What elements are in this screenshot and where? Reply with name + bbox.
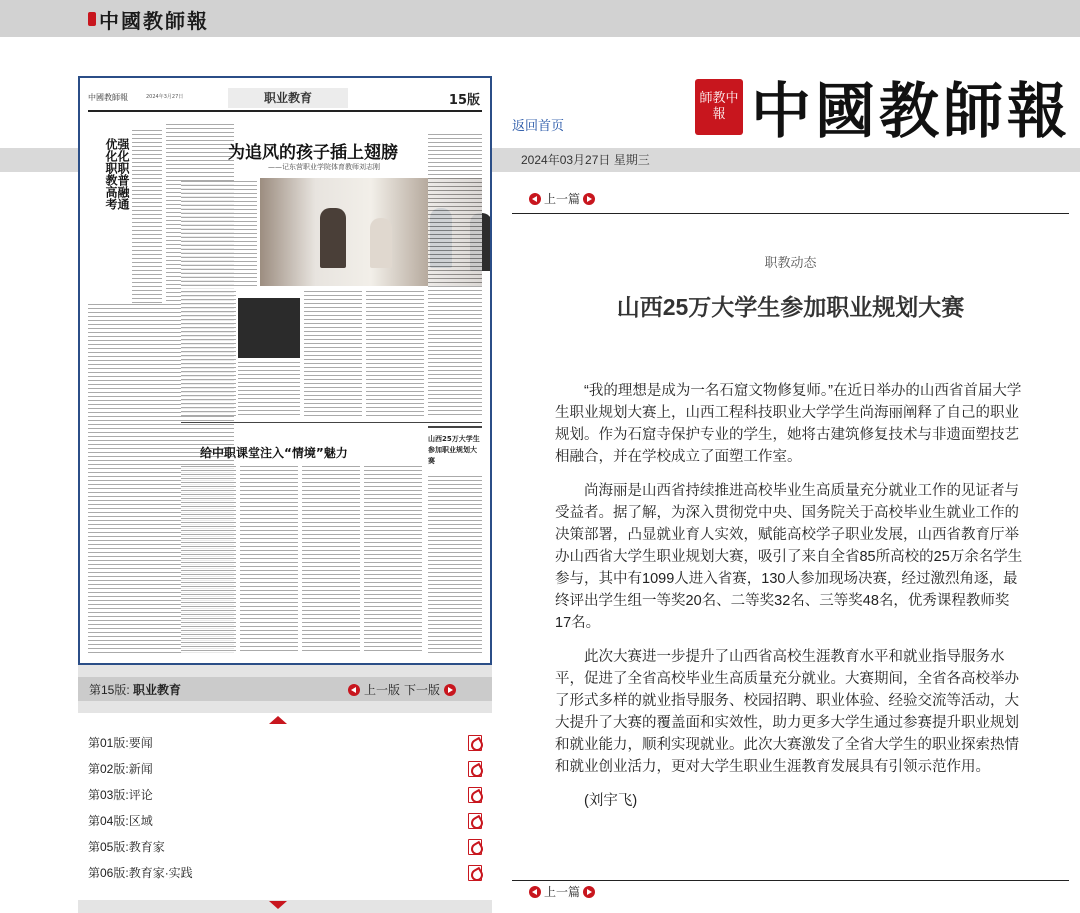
next-page-link[interactable]: 下一版 — [404, 683, 441, 697]
next-arrow-icon[interactable] — [444, 684, 456, 696]
top-logo-text: 中國教師報 — [99, 8, 209, 33]
prev-article-bottom[interactable] — [529, 883, 595, 900]
text-block — [132, 130, 162, 305]
page-list — [78, 713, 492, 900]
pdf-icon[interactable] — [468, 865, 482, 881]
prev-arrow-icon[interactable] — [529, 886, 541, 898]
current-page-name: 职业教育 — [133, 683, 182, 697]
masthead-title: 中國教師報 — [751, 77, 1071, 147]
page-number: 15版 — [448, 93, 480, 108]
prev-page-link[interactable]: 上一版 — [364, 683, 401, 697]
headline-1[interactable]: 为追风的孩子插上翅膀 — [228, 143, 398, 163]
article-paragraph: 尚海丽是山西省持续推进高校毕业生高质量充分就业工作的见证者与受益者。据了解，为深入贯彻党中央、国务院关于高校毕业生就业工作的决策部署，凸显就业育人实效，赋能高校学子职业发展，山西省教育厅举办山西省大学生职业规划大赛，吸引了来自全省85所高校的25万余名学生参与，其中有1099人进入省赛，130人参加现场决赛，经过激烈角逐，最终评出学生组一等奖20名、二等奖32名、三等奖48名，优秀课程教师奖17名。 — [555, 483, 1023, 631]
article-author: (刘宇飞) — [584, 793, 638, 809]
article-kicker: 职教动态 — [764, 255, 817, 270]
next-arrow-icon[interactable] — [583, 886, 595, 898]
next-arrow-icon[interactable] — [583, 193, 595, 205]
pull-quote — [238, 298, 300, 358]
page-section-name: 职业教育 — [228, 88, 348, 108]
subheadline-1: ——记东营职业学院体育教师刘志刚 — [268, 163, 380, 171]
page-list-item[interactable]: 第03版:评论 — [88, 785, 482, 811]
text-block — [302, 466, 360, 654]
section-divider — [181, 422, 482, 423]
page-paper-date: 2024年3月27日 — [146, 94, 184, 100]
scroll-down-icon[interactable] — [269, 901, 287, 909]
page-list-item[interactable]: 第06版:教育家·实践 — [88, 863, 482, 889]
vertical-headline-2[interactable]: 强化职普融通 — [116, 138, 130, 210]
page-nav-bar — [78, 677, 492, 701]
page-list-item[interactable]: 第01版:要闻 — [88, 733, 482, 759]
masthead-seal: 師教中報 — [695, 79, 743, 135]
masthead-logo — [695, 66, 1080, 148]
text-block — [428, 476, 482, 654]
article-paragraph: “我的理想是成为一名石窟文物修复师。”在近日举办的山西省首届大学生职业规划大赛上，山西工程科技职业大学学生尚海丽阐释了自己的职业规划。作为石窟寺保护专业的学生，她将古建筑修复技术与非遗面塑技艺相融合，并在学校成立了面塑工作室。 — [555, 383, 1022, 465]
article-body — [555, 380, 1025, 824]
text-block — [238, 362, 300, 416]
text-block — [304, 291, 362, 416]
top-bar — [0, 0, 1080, 37]
highlighted-article-box[interactable]: 山西25万大学生参加职业规划大赛 — [428, 426, 482, 472]
prev-article-link-bottom[interactable]: 上一篇 — [544, 885, 581, 899]
current-page — [89, 681, 181, 698]
prev-arrow-icon[interactable] — [529, 193, 541, 205]
page-preview[interactable] — [78, 76, 492, 665]
pdf-icon[interactable] — [468, 761, 482, 777]
text-block — [240, 466, 298, 654]
article-panel — [512, 184, 1080, 913]
page-list-item[interactable]: 第04版:区域 — [88, 811, 482, 837]
text-block — [366, 291, 424, 416]
page-list-item[interactable]: 第05版:教育家 — [88, 837, 482, 863]
page-list-item[interactable]: 第02版:新闻 — [88, 759, 482, 785]
page-prev-next — [348, 681, 456, 698]
pdf-icon[interactable] — [468, 787, 482, 803]
prev-article-link[interactable]: 上一篇 — [544, 192, 581, 206]
text-block — [364, 466, 422, 654]
home-link[interactable]: 返回首页 — [512, 118, 565, 133]
article-bottom-nav — [512, 880, 1069, 913]
prev-arrow-icon[interactable] — [348, 684, 360, 696]
top-logo[interactable] — [88, 6, 209, 32]
text-block — [428, 134, 482, 416]
text-block — [181, 181, 257, 289]
pdf-icon[interactable] — [468, 735, 482, 751]
article-paragraph: 此次大赛进一步提升了山西省高校生涯教育水平和就业指导服务水平，促进了全省高校毕业生高质量充分就业。大赛期间，全省各高校举办了形式多样的就业指导服务、校园招聘、职业体验、经验交流等活动，大大提升了大赛的覆盖面和实效性，助力更多大学生通过参赛提升职业规划和就业能力，顺利实现就业。此次大赛激发了全省大学生的职业探索热情和就业创业活力，更对大学生职业生涯教育发展具有引领示范作用。 — [555, 649, 1019, 775]
article-top-nav — [512, 184, 1069, 214]
article-title: 山西25万大学生参加职业规划大赛 — [616, 294, 965, 320]
vertical-headline-1[interactable]: 优化职教高考 — [104, 138, 118, 210]
prev-article[interactable] — [529, 190, 595, 207]
seal-icon — [88, 12, 96, 26]
text-block — [181, 291, 236, 416]
newspaper-page — [88, 86, 482, 655]
page-header — [88, 86, 482, 112]
page-paper-name: 中國教師報 — [88, 93, 128, 102]
headline-2[interactable]: 给中职课堂注入“情境”魅力 — [200, 446, 348, 460]
issue-date: 2024年03月27日 星期三 — [521, 153, 650, 167]
current-page-label: 第15版: — [89, 683, 130, 697]
pdf-icon[interactable] — [468, 813, 482, 829]
text-block — [181, 466, 236, 654]
scroll-up-icon[interactable] — [269, 716, 287, 724]
pdf-icon[interactable] — [468, 839, 482, 855]
